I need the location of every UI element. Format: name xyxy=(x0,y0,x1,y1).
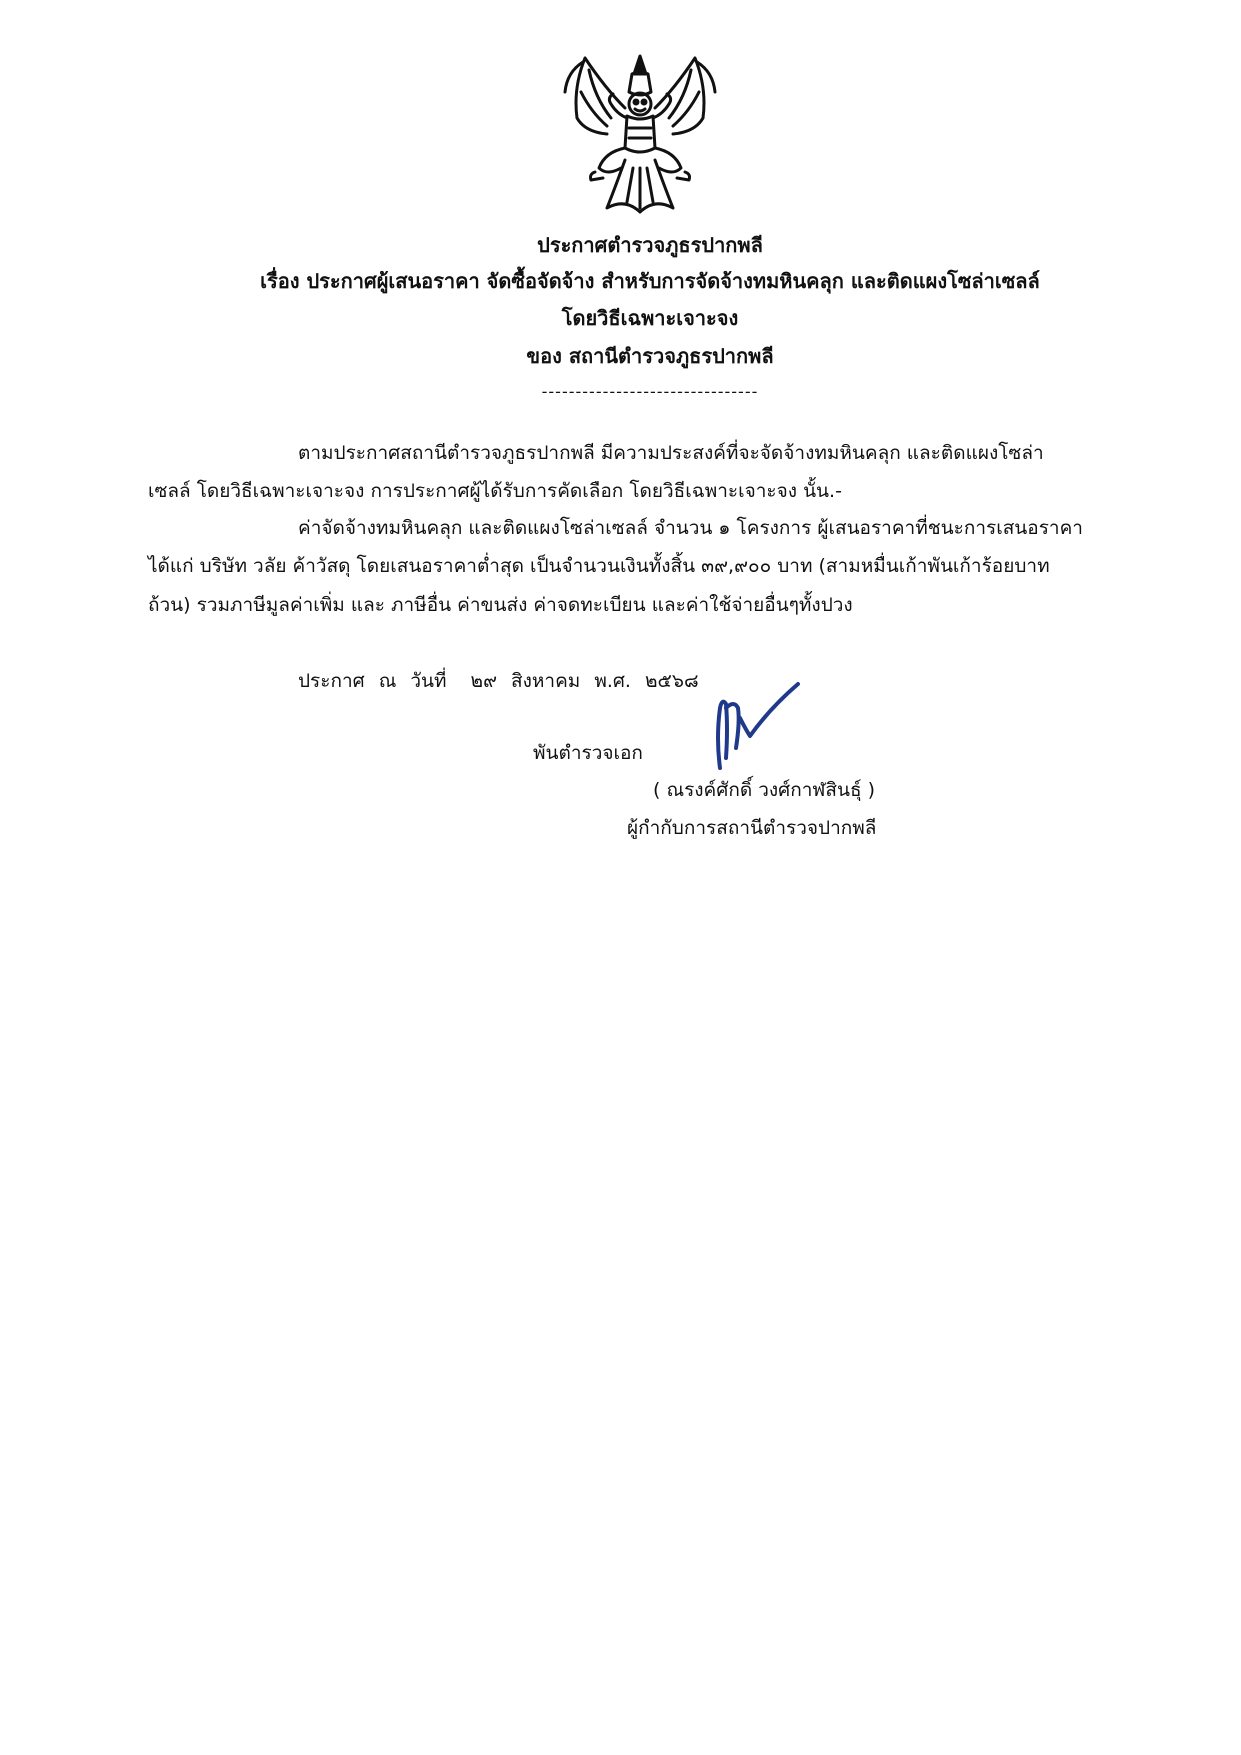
date-month: สิงหาคม xyxy=(511,670,581,692)
announce-label: ประกาศ xyxy=(298,670,365,692)
announcement-title: ประกาศตำรวจภูธรปากพลี xyxy=(537,233,763,257)
issuing-agency: ของ สถานีตำรวจภูธรปากพลี xyxy=(526,344,774,368)
date-era: พ.ศ. xyxy=(594,670,631,692)
announcement-date xyxy=(298,668,699,694)
handwritten-signature xyxy=(710,678,810,773)
signatory-position: ผู้กำกับการสถานีตำรวจปากพลี xyxy=(627,817,877,839)
paragraph1-line2: เซลล์ โดยวิธีเฉพาะเจาะจง การประกาศผู้ได้รับการคัดเลือก โดยวิธีเฉพาะเจาะจง นั้น.- xyxy=(148,480,842,502)
procurement-method: โดยวิธีเฉพาะเจาะจง xyxy=(561,306,739,330)
date-year: ๒๕๖๘ xyxy=(644,670,699,692)
header-separator: -------------------------------- xyxy=(541,382,759,401)
paragraph2-line2: ได้แก่ บริษัท วลัย ค้าวัสดุ โดยเสนอราคาต่ำสุด เป็นจำนวนเงินทั้งสิ้น ๓๙,๙๐๐ บาท (สามหมื่นเก้าพันเก้าร้อยบาท xyxy=(148,555,1050,577)
paragraph2-line3: ถ้วน) รวมภาษีมูลค่าเพิ่ม และ ภาษีอื่น ค่าขนส่ง ค่าจดทะเบียน และค่าใช้จ่ายอื่นๆทั้งปวง xyxy=(148,594,853,616)
date-label: วันที่ xyxy=(410,670,447,692)
date-day: ๒๙ xyxy=(470,670,497,692)
paragraph2-line1: ค่าจัดจ้างทมหินคลุก และติดแผงโซล่าเซลล์ จำนวน ๑ โครงการ ผู้เสนอราคาที่ชนะการเสนอราคา xyxy=(298,517,1083,539)
signatory-name: ( ณรงค์ศักดิ์ วงศ์กาฬสินธุ์ ) xyxy=(653,779,876,801)
at-label: ณ xyxy=(378,670,397,692)
paragraph1-line1: ตามประกาศสถานีตำรวจภูธรปากพลี มีความประสงค์ที่จะจัดจ้างทมหินคลุก และติดแผงโซล่า xyxy=(298,442,1044,464)
signatory-rank: พันตำรวจเอก xyxy=(533,742,643,764)
garuda-emblem-icon xyxy=(555,48,725,218)
announcement-subject: เรื่อง ประกาศผู้เสนอราคา จัดซื้อจัดจ้าง สำหรับการจัดจ้างทมหินคลุก และติดแผงโซล่าเซลล์ xyxy=(260,269,1040,293)
